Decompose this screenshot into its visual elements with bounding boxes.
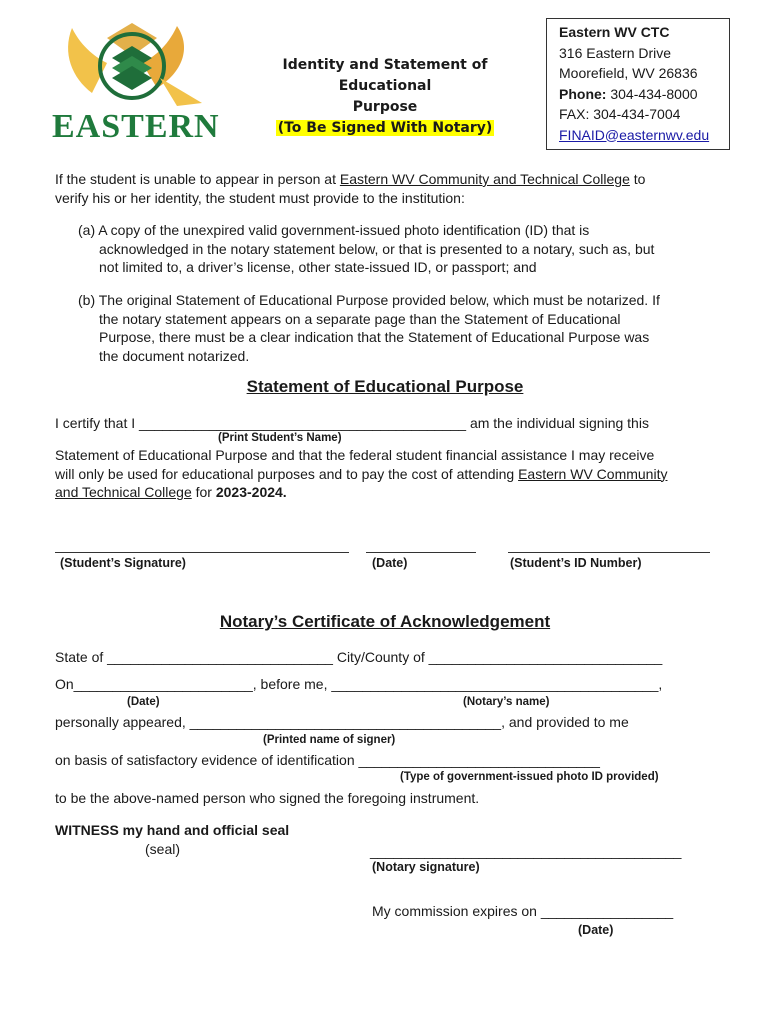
print-name-label: (Print Student’s Name) [218, 432, 342, 444]
student-id-line[interactable] [508, 552, 710, 553]
intro-text: If the student is unable to appear in person at [55, 171, 340, 187]
seal-text: (seal) [145, 841, 181, 857]
contact-fax: FAX: 304-434-7004 [559, 106, 681, 122]
date-label: (Date) [372, 556, 408, 570]
date-line[interactable] [366, 552, 476, 553]
certify-line [55, 414, 745, 433]
contact-address-1: 316 Eastern Drive [559, 44, 672, 61]
appeared-line[interactable]: personally appeared, ________________________________________, and provided to me [55, 714, 629, 730]
title-line-1: Identity and Statement of Educational [282, 57, 488, 94]
printed-name-label: (Printed name of signer) [263, 734, 396, 746]
student-signature-label: (Student’s Signature) [60, 556, 186, 570]
logo-text: EASTERN [52, 108, 220, 145]
named-person-line: to be the above-named person who signed the foregoing instrument. [55, 790, 480, 806]
college-name-link: Eastern WV Community and Technical College [339, 171, 630, 187]
notary-name-label: (Notary’s name) [463, 696, 550, 708]
intro-line-2: verify his or her identity, the student must provide to the institution: [55, 189, 465, 206]
contact-phone-row [559, 84, 729, 105]
document-title [240, 55, 530, 139]
college-link-1: Eastern WV Community [518, 465, 668, 482]
award-year: 2023-2024. [215, 484, 287, 500]
item-a-line-2: acknowledged in the notary statement below, or that is presented to a notary, such as, but [99, 240, 655, 257]
item-a-line-3: not limited to, a driver’s license, other state-issued ID, or passport; and [99, 259, 537, 275]
student-signature-line[interactable] [55, 552, 349, 553]
item-b-line-1: (b) The original Statement of Educational Purpose provided below, which must be notarized. If [78, 292, 660, 308]
commission-expires-line[interactable]: My commission expires on _________________ [372, 903, 674, 919]
notary-signature-field[interactable]: ________________________________________ [370, 843, 682, 859]
contact-box [546, 18, 730, 150]
on-date-line[interactable]: On_______________________, before me, __________________________________________, [55, 676, 663, 692]
item-b [78, 291, 738, 365]
contact-address-2: Moorefield, WV 26836 [559, 65, 698, 81]
identification-line[interactable]: on basis of satisfactory evidence of identification _______________________________ [55, 752, 600, 768]
item-a-line-1: (a) A copy of the unexpired valid government-issued photo identification (ID) that is [78, 222, 590, 238]
intro-text-end: to [629, 171, 646, 187]
item-b-line-3: Purpose, there must be a clear indication that the Statement of Educational Purpose was [99, 329, 650, 345]
eastern-logo [52, 18, 222, 148]
item-b-line-2: the notary statement appears on a separate page than the Statement of Educational [99, 310, 621, 327]
notary-highlight: (To Be Signed With Notary) [277, 120, 493, 136]
witness-text: WITNESS my hand and official seal [55, 822, 290, 838]
statement-line-3: will only be used for educational purposes and to pay the cost of attending [55, 465, 519, 482]
email-link[interactable]: FINAID@easternwv.edu [559, 126, 710, 143]
statement-heading: Statement of Educational Purpose [246, 377, 524, 396]
statement-body [55, 446, 745, 502]
id-type-label: (Type of government-issued photo ID provided) [400, 771, 659, 783]
intro-paragraph [55, 170, 735, 207]
notary-signature-label: (Notary signature) [372, 860, 480, 874]
commission-date-label: (Date) [578, 923, 614, 937]
phone-label: Phone: [559, 85, 607, 102]
item-b-line-4: the document notarized. [99, 347, 250, 364]
on-date-label: (Date) [127, 696, 160, 708]
certify-suffix: am the individual signing this [466, 415, 649, 431]
notary-heading: Notary’s Certificate of Acknowledgement [219, 612, 551, 631]
college-link-2: and Technical College [55, 484, 192, 500]
statement-line-2: Statement of Educational Purpose and that the federal student financial assistance I may receive [55, 447, 655, 463]
state-county-line[interactable]: State of _____________________________ City/County of ______________________________ [55, 649, 663, 665]
contact-name: Eastern WV CTC [559, 24, 670, 40]
item-a [78, 221, 738, 277]
statement-line-4: for [191, 484, 216, 500]
eagle-icon [52, 18, 222, 113]
title-line-2: Purpose [352, 99, 418, 115]
student-id-label: (Student’s ID Number) [510, 556, 642, 570]
student-name-field[interactable]: __________________________________________ [139, 415, 467, 431]
certify-prefix: I certify that I [55, 415, 140, 431]
phone-number: 304-434-8000 [606, 85, 698, 102]
